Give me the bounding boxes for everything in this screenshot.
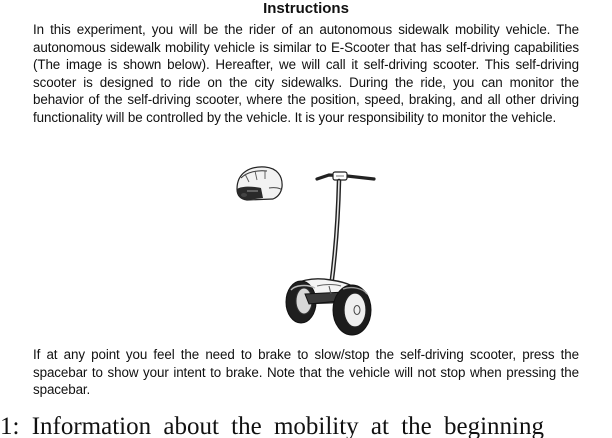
figure-caption: 1: Information about the mobility at the beginning: [0, 413, 544, 438]
intro-paragraph: In this experiment, you will be the rider of an autonomous sidewalk mobility vehicle. The autonomous sidewalk mobility vehicle is similar to E-Scooter that has self-driving capabilities (The image is shown below). Hereafter, we will call it self-driving scooter. This self-driving scooter is designed to ride on the city sidewalks. During the ride, you can monitor the behavior of the self-driving scooter, where the position, speed, braking, and all other driving functionality will be controlled by the vehicle. It is your responsibility to monitor the vehicle.: [33, 22, 579, 125]
brake-instruction-paragraph: If at any point you feel the need to brake to slow/stop the self-driving scooter, press the spacebar to show your intent to brake. Note that the vehicle will not stop when pressing the spacebar.: [33, 347, 579, 397]
page-title: Instructions: [263, 0, 349, 17]
self-balancing-scooter-icon: [286, 172, 374, 335]
helmet-icon: [237, 167, 282, 200]
scooter-figure: [225, 162, 395, 342]
